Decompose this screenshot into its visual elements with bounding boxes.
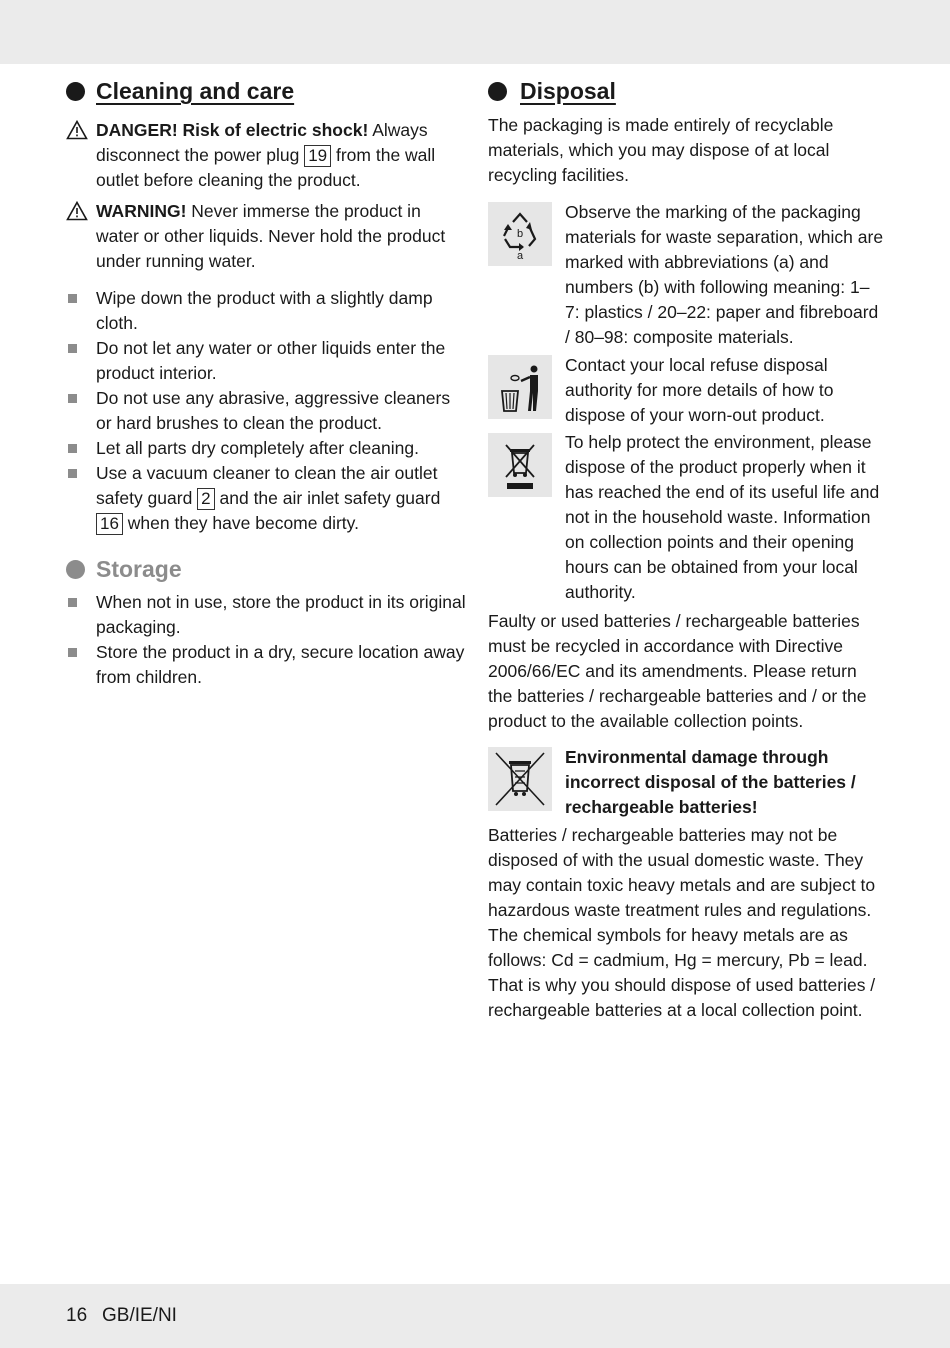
list-item-text: When not in use, store the product in its original packaging.: [96, 592, 466, 637]
danger-text-part: from the wall outlet before cleaning the product.: [96, 145, 436, 190]
storage-list: [66, 590, 466, 690]
power-plug-ref: 19: [304, 145, 331, 167]
square-bullet-icon: [68, 648, 77, 657]
list-item: [66, 640, 466, 690]
cleaning-heading-text: Cleaning and care: [96, 78, 295, 104]
list-item-text: Use a vacuum cleaner to clean the air outlet safety guard: [96, 463, 438, 508]
warning-text-part: Never immerse the product in water or other liquids. Never hold the product under running water.: [96, 201, 446, 271]
environment-text: To help protect the environment, please dispose of the product properly when it has reached the end of its useful life and not in the household waste. Information on collection points and their opening hours can be obtained from your local authority.: [565, 432, 880, 602]
refuse-row: [488, 353, 884, 428]
recycling-marking-row: [488, 200, 884, 350]
disposal-heading-text: Disposal: [520, 78, 616, 104]
list-item: [66, 590, 466, 640]
list-item: [66, 436, 466, 461]
recycling-symbol-icon: [488, 202, 552, 266]
list-item: [66, 336, 466, 386]
warning-text: [96, 199, 466, 274]
warning-label: WARNING!: [96, 201, 187, 221]
recycle-letter-b: b: [516, 228, 524, 240]
right-column: [488, 78, 884, 1023]
crossed-battery-bin-icon: [488, 747, 552, 811]
warning-triangle-icon: [66, 201, 88, 221]
list-item: [66, 286, 466, 336]
list-item-text: when they have become dirty.: [122, 513, 359, 533]
marking-text: Observe the marking of the packaging materials for waste separation, which are marked with abbreviations (a) and numbers (b) with following meaning: 1–7: plastics / 20–22: paper and fibreboard / 80–98: composite materials.: [565, 202, 884, 347]
page-footer: [0, 1284, 950, 1348]
recycle-letter-a: a: [516, 250, 524, 262]
warning-triangle-icon: [66, 120, 88, 140]
env-damage-row: [488, 745, 884, 820]
list-item-text: Do not let any water or other liquids enter the product interior.: [96, 338, 446, 383]
cleaning-list: [66, 286, 466, 536]
square-bullet-icon: [68, 344, 77, 353]
square-bullet-icon: [68, 394, 77, 403]
square-bullet-icon: [68, 598, 77, 607]
disposal-heading: [488, 78, 884, 110]
list-item-text: and the air inlet safety guard: [214, 488, 441, 508]
refuse-text: Contact your local refuse disposal authority for more details of how to dispose of your worn-out product.: [565, 355, 834, 425]
inlet-guard-ref: 16: [96, 513, 123, 535]
list-item-text: Store the product in a dry, secure location away from children.: [96, 642, 465, 687]
top-band: [0, 0, 950, 64]
list-item: [66, 386, 466, 436]
square-bullet-icon: [68, 469, 77, 478]
list-item: [66, 461, 466, 536]
square-bullet-icon: [68, 294, 77, 303]
bullet-dot-icon: [488, 82, 507, 101]
heavy-metals-text: Batteries / rechargeable batteries may not be disposed of with the usual domestic waste. They may contain toxic heavy metals and are subject to hazardous waste treatment rules and regulations. The chemical symbols for heavy metals are as follows: Cd = cadmium, Hg = mercury, Pb = lead. That is why you should dispose of used batteries / rechargeable batteries at a local collection point.: [488, 825, 876, 1020]
list-item-text: Wipe down the product with a slightly damp cloth.: [96, 288, 433, 333]
tidyman-icon: [488, 355, 552, 419]
environment-row: [488, 430, 884, 605]
region-code: GB/IE/NI: [102, 1305, 177, 1326]
batteries-text: Faulty or used batteries / rechargeable batteries must be recycled in accordance with Directive 2006/66/EC and its amendments. Please return the batteries / rechargeable batteries and / or the product to the available collection points.: [488, 611, 867, 731]
crossed-bin-icon: [488, 433, 552, 497]
danger-notice: [66, 118, 466, 193]
page-number: 16: [66, 1305, 88, 1326]
recycle-arrows-icon: [488, 202, 552, 266]
bullet-dot-icon: [66, 82, 85, 101]
storage-heading-text: Storage: [96, 556, 182, 582]
danger-label: DANGER! Risk of electric shock!: [96, 120, 369, 140]
danger-text-part: Always disconnect the power plug: [96, 120, 428, 165]
storage-heading: [66, 556, 466, 588]
list-item-text: Let all parts dry completely after cleaning.: [96, 438, 419, 458]
outlet-guard-ref: 2: [197, 488, 214, 510]
env-damage-warning: Environmental damage through incorrect disposal of the batteries / rechargeable batteries!: [565, 747, 856, 817]
cleaning-heading: [66, 78, 466, 110]
danger-text: [96, 118, 466, 193]
disposal-intro: The packaging is made entirely of recyclable materials, which you may dispose of at local recycling facilities.: [488, 115, 834, 185]
list-item-text: Do not use any abrasive, aggressive cleaners or hard brushes to clean the product.: [96, 388, 451, 433]
bullet-dot-icon: [66, 560, 85, 579]
square-bullet-icon: [68, 444, 77, 453]
left-column: [66, 78, 466, 690]
warning-notice: [66, 199, 466, 274]
